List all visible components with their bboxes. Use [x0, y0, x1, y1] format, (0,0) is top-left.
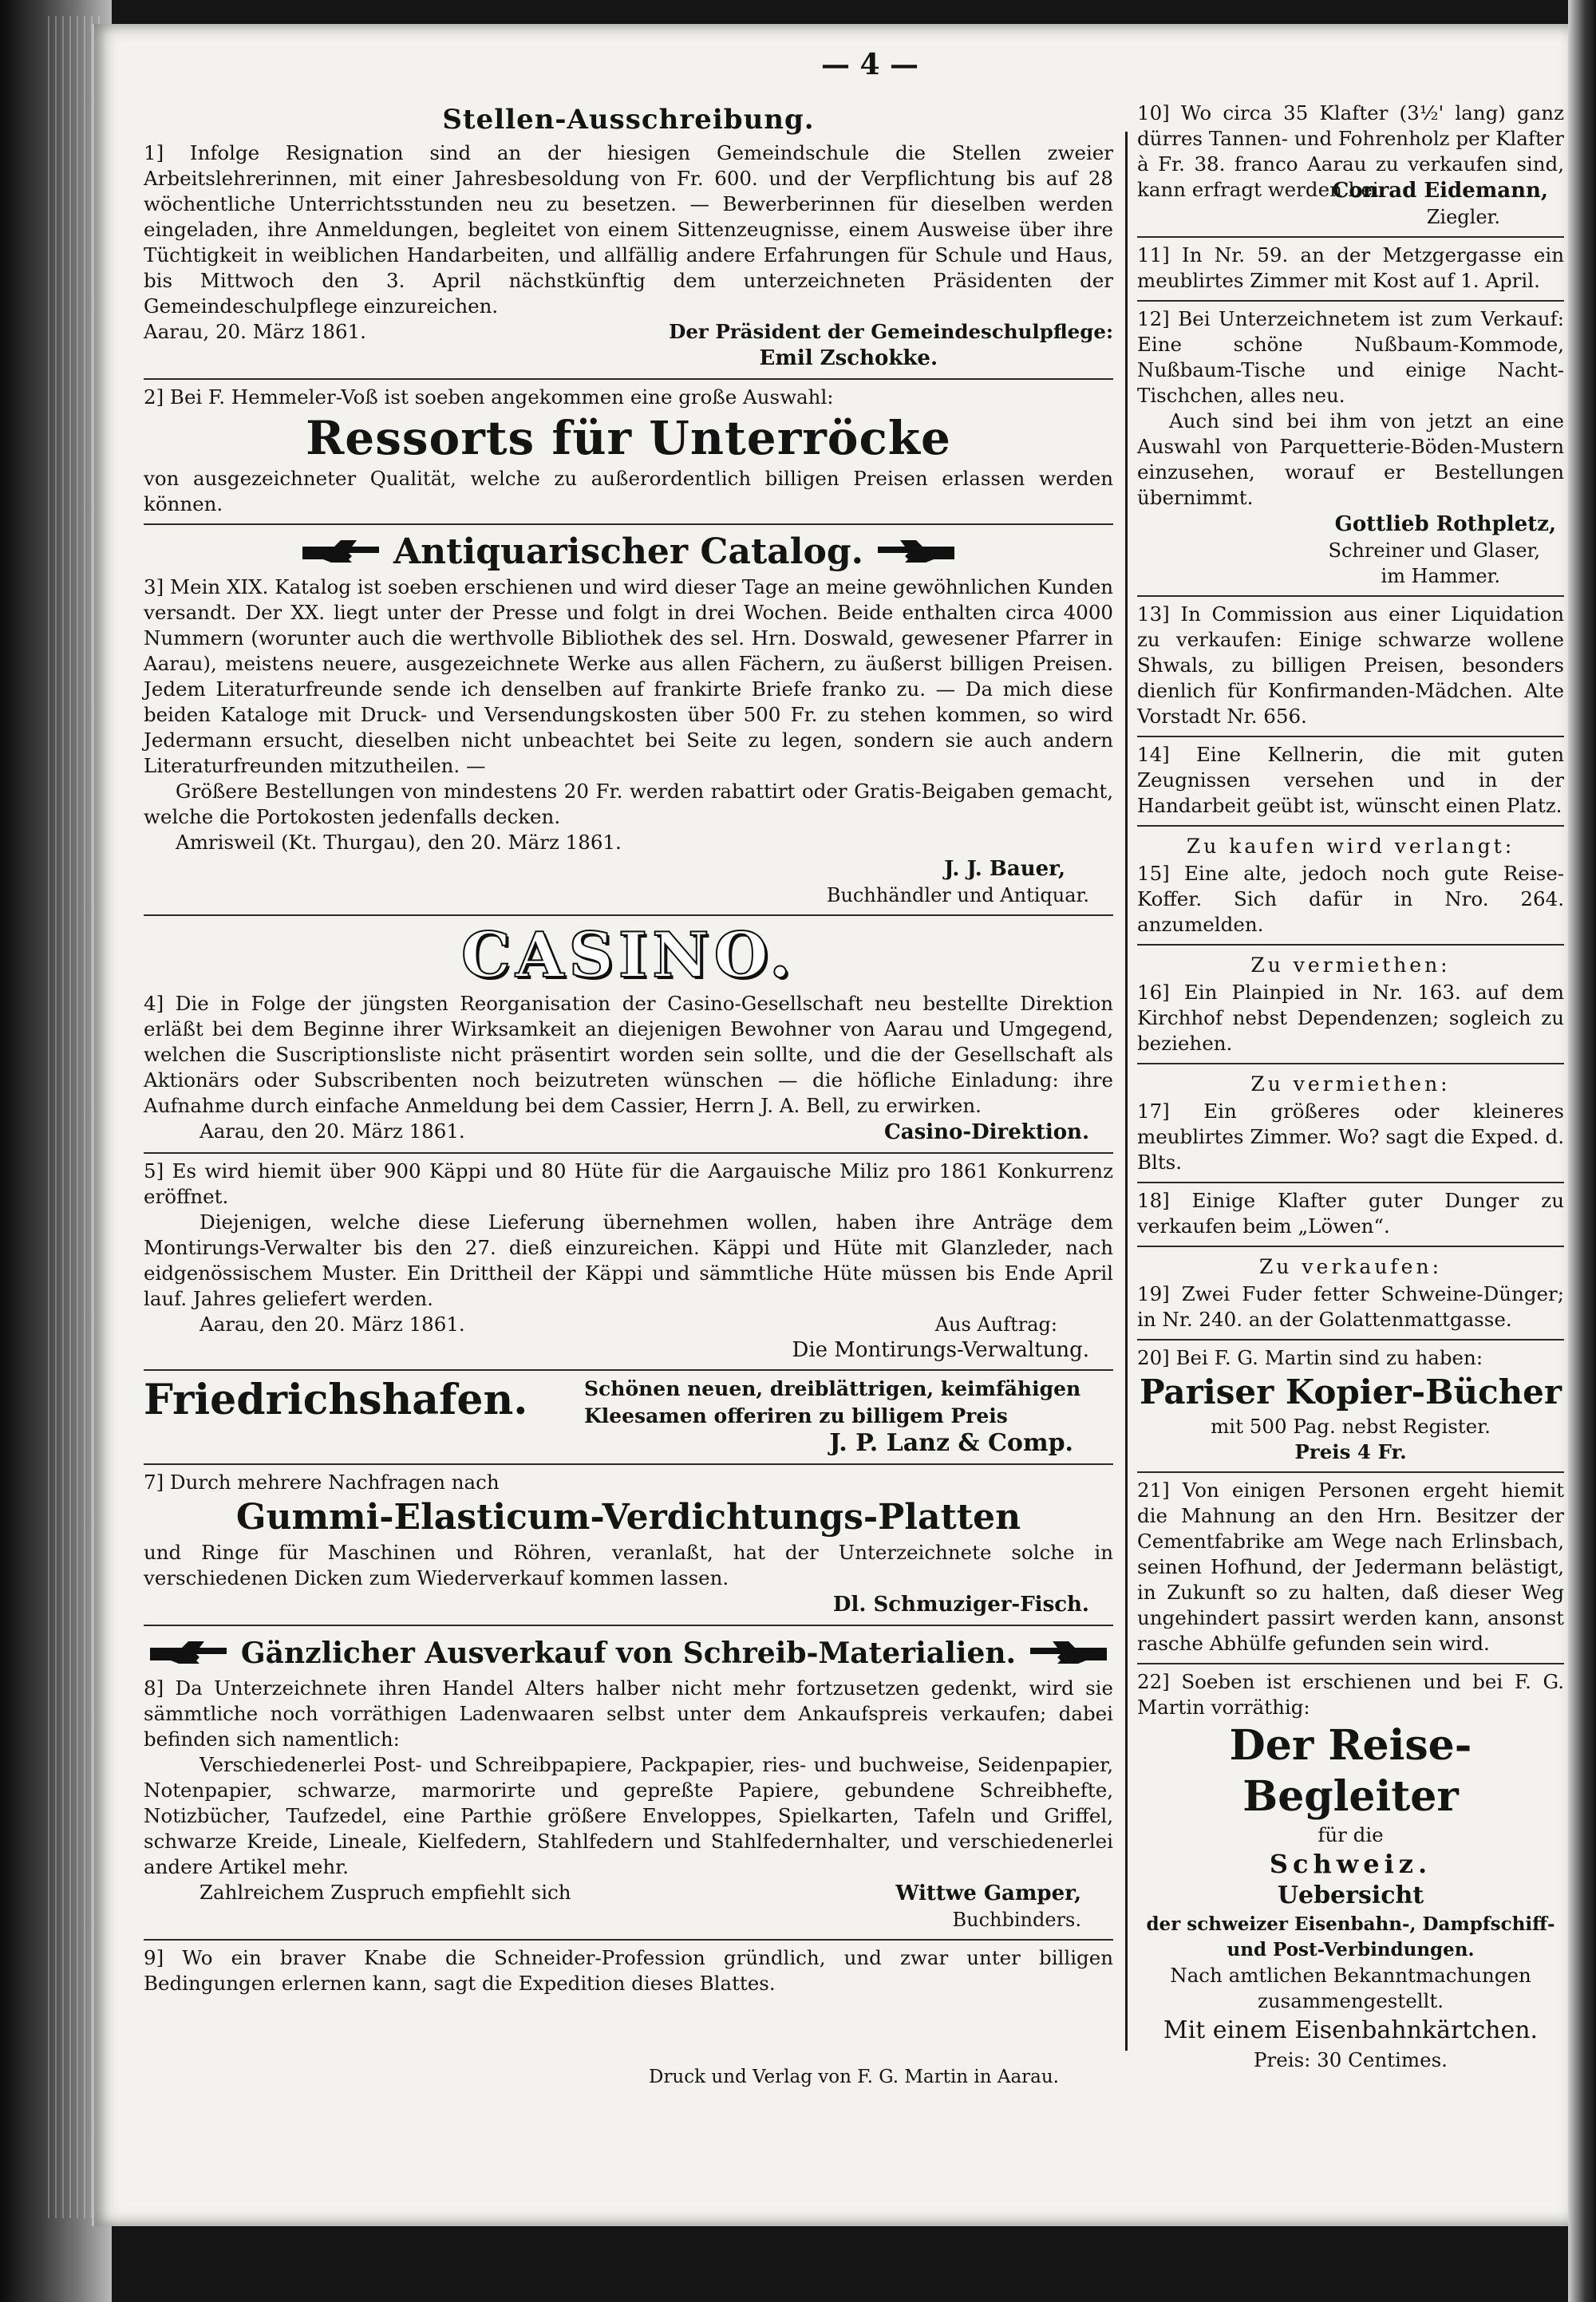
- ad-signer: J. J. Bauer,: [944, 857, 1065, 881]
- ad-text: von ausgezeichneter Qualität, welche zu außerordentlich billigen Preisen erlassen werden können.: [144, 467, 1113, 515]
- ad-stellen-ausschreibung: [144, 96, 1113, 380]
- ad-13: [1137, 597, 1564, 737]
- ad-text-2: Diejenigen, welche diese Lieferung übernehmen wollen, haben ihre Anträge dem Montirungs-Verwalter bis den 27. dieß einzureichen. Käppi und Hüte mit Glanzleder, nach eidgenössischem Muster. Ein Drittheil der Käppi und sämmtliche Hüte müssen bis Ende April lauf. Jahres geliefert werden.: [144, 1210, 1113, 1310]
- ad-signer: Die Montirungs-Verwaltung.: [792, 1338, 1089, 1362]
- ad-11: [1137, 238, 1564, 302]
- ad-fuer: für die: [1317, 1823, 1384, 1846]
- ad-intro: 2] Bei F. Hemmeler-Voß ist soeben angekommen eine große Auswahl:: [144, 385, 834, 409]
- ad-19: [1137, 1247, 1564, 1341]
- ad-antiquarischer-catalog: [144, 525, 1113, 916]
- ad-uebersicht: Uebersicht: [1277, 1881, 1424, 1909]
- ad-heading: Zu vermiethen:: [1250, 1072, 1451, 1096]
- column-divider: [1125, 132, 1128, 2051]
- ad-text: Schönen neuen, dreiblättrigen, keimfähigen Kleesamen offeriren zu billigem Preis: [584, 1377, 1081, 1427]
- page-number: — 4 —: [820, 48, 919, 81]
- ad-signer: Dl. Schmuziger-Fisch.: [832, 1593, 1089, 1617]
- ad-intro: 22] Soeben ist erschienen und bei F. G. Martin vorräthig:: [1137, 1670, 1564, 1719]
- ad-text: und Ringe für Maschinen und Röhren, veranlaßt, hat der Unterzeichnete solche in verschiedenen Dicken zum Wiederverkauf kommen lassen.: [144, 1541, 1113, 1589]
- ad-17: [1137, 1064, 1564, 1183]
- ad-text: 9] Wo ein braver Knabe die Schneider-Profession gründlich, und zwar unter billigen Bedingungen erlernen kann, sagt die Expedition dieses Blattes.: [144, 1946, 1113, 1995]
- ad-text-2: Verschiedenerlei Post- und Schreibpapiere, Packpapier, ries- und buchweise, Seidenpapier, Notenpapier, schwarze, marmorirte und gepreßte Papiere, gebundene Schreibhefte, Notizbücher, Taufzedel, eine Parthie größere Enveloppes, Spielkarten, Tafeln und Griffel, schwarze Kreide, Lineale, Kielfedern, Stahlfedern und Stahlfedernhalter, und verschiedenerlei andere Artikel mehr.: [144, 1753, 1113, 1878]
- ad-text: 16] Ein Plainpied in Nr. 163. auf dem Kirchhof nebst Dependenzen; sogleich zu beziehen.: [1137, 981, 1564, 1055]
- ad-signer-title: Ziegler.: [1426, 206, 1500, 228]
- ad-signer-title: Aus Auftrag:: [934, 1313, 1057, 1336]
- ad-signer: Casino-Direktion.: [884, 1120, 1089, 1144]
- ad-16: [1137, 946, 1564, 1064]
- ad-text: 21] Von einigen Personen ergeht hiemit die Mahnung an den Hrn. Besitzer der Cementfabrike am Wege nach Erlinsbach, seinen Hofhund, der Jedermann belästigt, in Zukunft so zu halten, daß dieser Weg ungehindert passirt werden kann, ansonst rasche Abhülfe gefunden sein wird.: [1137, 1479, 1564, 1655]
- right-page-edge: [1568, 0, 1596, 2302]
- ad-title: Der Reise-Begleiter: [1229, 1721, 1472, 1821]
- ad-21: [1137, 1473, 1564, 1664]
- ad-text: 13] In Commission aus einer Liquidation zu verkaufen: Einige schwarze wollene Shwals, zu billigen Preisen, besonders dienlich für Konfirmanden-Mädchen. Alte Vorstadt Nr. 656.: [1137, 602, 1564, 728]
- ad-signer: Wittwe Gamper,: [895, 1881, 1081, 1905]
- pointing-hand-right-icon: [148, 1640, 228, 1667]
- ad-heading: Zu vermiethen:: [1250, 954, 1451, 977]
- ad-heading: Friedrichshafen.: [144, 1376, 528, 1424]
- ad-signer: Emil Zschokke.: [759, 346, 938, 370]
- ad-title: Pariser Kopier-Bücher: [1139, 1372, 1562, 1412]
- ad-22: [1137, 1664, 1564, 2079]
- ad-heading: CASINO.: [460, 919, 796, 992]
- ad-signer-title: Der Präsident der Gemeindeschulpflege:: [669, 320, 1113, 343]
- ad-heading: Antiquarischer Catalog.: [393, 531, 863, 572]
- ad-ressorts: [144, 380, 1113, 525]
- left-column: [144, 96, 1113, 2003]
- ad-signer-title: Schreiner und Glaser,: [1328, 539, 1540, 562]
- ad-intro: 7] Durch mehrere Nachfragen nach: [144, 1471, 500, 1494]
- ad-friedrichshafen: [144, 1371, 1113, 1465]
- ad-20: [1137, 1341, 1564, 1473]
- ad-schneider-lehre: [144, 1941, 1113, 2003]
- ad-text-3: Zahlreichem Zuspruch empfiehlt sich: [200, 1881, 571, 1904]
- ad-text: 5] Es wird hiemit über 900 Käppi und 80 Hüte für die Aargauische Miliz pro 1861 Konkurrenz eröffnet.: [144, 1159, 1113, 1208]
- ad-gummi: [144, 1465, 1113, 1626]
- ad-date: Aarau, den 20. März 1861.: [200, 1119, 465, 1143]
- ad-15: [1137, 827, 1564, 946]
- ad-18: [1137, 1183, 1564, 1247]
- ad-signer: J. P. Lanz & Comp.: [829, 1429, 1073, 1457]
- ad-casino: [144, 916, 1113, 1154]
- ad-heading: Gänzlicher Ausverkauf von Schreib-Materialien.: [240, 1637, 1017, 1670]
- ad-signer: Gottlieb Rothpletz,: [1334, 512, 1556, 536]
- ad-title: Gummi-Elasticum-Verdichtungs-Platten: [235, 1497, 1021, 1538]
- ad-title: Ressorts für Unterröcke: [306, 411, 951, 465]
- pointing-hand-left-icon: [1029, 1640, 1108, 1667]
- ad-heading: Zu verkaufen:: [1258, 1255, 1442, 1278]
- ad-text: der schweizer Eisenbahn-, Dampfschiff- und Post-Verbindungen.: [1146, 1913, 1555, 1960]
- ad-14: [1137, 737, 1564, 827]
- ad-subtitle: mit 500 Pag. nebst Register.: [1211, 1415, 1491, 1438]
- pointing-hand-left-icon: [876, 539, 956, 566]
- ad-date: Aarau, 20. März 1861.: [144, 320, 366, 343]
- ad-signer: Conrad Eidemann,: [1332, 179, 1548, 203]
- ad-karte: Mit einem Eisenbahnkärtchen.: [1163, 2016, 1539, 2044]
- ad-text-2: Nach amtlichen Bekanntmachungen zusammengestellt.: [1170, 1964, 1531, 2012]
- ad-text: 19] Zwei Fuder fetter Schweine-Dünger; in Nr. 240. an der Golattenmattgasse.: [1137, 1282, 1564, 1331]
- ad-heading: Stellen-Ausschreibung.: [442, 104, 815, 136]
- ad-text: 3] Mein XIX. Katalog ist soeben erschienen und wird dieser Tage an meine gewöhnlichen Kunden versandt. Der XX. liegt unter der Presse und folgt in drei Wochen. Beide enthalten circa 4000 Nummern (worunter auch die werthvolle Bibliothek des sel. Hrn. Doswald, gewesener Pfarrer in Aarau), meistens neuere, ausgezeichnete Werke aus allen Fächern, zu äußerst billigen Preisen. Jedem Literaturfreunde sende ich denselben auf frankirte Briefe franko zu. — Da mich diese beiden Kataloge mit Druck- und Versendungskosten über 500 Fr. zu stehen kommen, so wird Jedermann ersucht, dieselben nicht unbeachtet bei Seite zu legen, sondern sie auch andern Literaturfreunden mitzutheilen. —: [144, 575, 1113, 777]
- ad-price: Preis: 30 Centimes.: [1254, 2048, 1448, 2071]
- ad-text: 4] Die in Folge der jüngsten Reorganisation der Casino-Gesellschaft neu bestellte Direktion erläßt bei dem Beginne ihrer Wirksamkeit an diejenigen Bewohner von Aarau und Umgegend, welchen die Suscriptionsliste nicht präsentirt worden sein sollte, und die der Gesellschaft als Aktionärs oder Subscribenten noch beizutreten wünschen — die höfliche Einladung: ihre Aufnahme durch einfache Anmeldung bei dem Cassier, Herrn J. A. Bell, zu erwirken.: [144, 992, 1113, 1117]
- ad-text: 12] Bei Unterzeichnetem ist zum Verkauf: Eine schöne Nußbaum-Kommode, Nußbaum-Tische und einige Nacht-Tischchen, alles neu.: [1137, 307, 1564, 407]
- ad-text: 18] Einige Klafter guter Dunger zu verkaufen beim „Löwen“.: [1137, 1189, 1564, 1238]
- ad-text: 17] Ein größeres oder kleineres meublirtes Zimmer. Wo? sagt die Exped. d. Blts.: [1137, 1100, 1564, 1174]
- ad-text-2: Größere Bestellungen von mindestens 20 Fr. werden rabattirt oder Gratis-Beigaben gemacht, welche die Portokosten jedenfalls decken.: [144, 780, 1113, 828]
- ad-10: [1137, 96, 1564, 238]
- ad-text: 15] Eine alte, jedoch noch gute Reise-Koffer. Sich dafür in Nro. 264. anzumelden.: [1137, 862, 1564, 936]
- ad-intro: 20] Bei F. G. Martin sind zu haben:: [1137, 1346, 1483, 1369]
- ad-text: 1] Infolge Resignation sind an der hiesigen Gemeindschule die Stellen zweier Arbeitslehrerinnen, mit einer Jahresbesoldung von Fr. 600. und der Verpflichtung bis auf 28 wöchentliche Unterrichtsstunden neu zu besetzen. — Bewerberinnen für dieselben werden eingeladen, ihre Anmeldungen, begleitet von einem Sittenzeugnisse, einem Ausweise über ihre Tüchtigkeit in weiblichen Handarbeiten, und allfällig andere Erfahrungen für Schule und Haus, bis Mittwoch den 3. April nächstkünftig dem unterzeichneten Präsidenten der Gemeindeschulpflege einzureichen.: [144, 141, 1113, 318]
- imprint: Druck und Verlag von F. G. Martin in Aarau.: [649, 2067, 1059, 2087]
- ad-signer-title: Buchhändler und Antiquar.: [826, 884, 1089, 906]
- ad-date: Amrisweil (Kt. Thurgau), den 20. März 1861.: [176, 831, 622, 854]
- pointing-hand-right-icon: [301, 539, 381, 566]
- ad-text: 8] Da Unterzeichnete ihren Handel Alters halber nicht mehr fortzusetzen gedenkt, wird sie sämmtliche noch vorräthigen Ladenwaaren selbst unter dem Ankaufspreis verkaufen; dabei befinden sich namentlich:: [144, 1676, 1113, 1751]
- ad-land: Schweiz.: [1269, 1849, 1432, 1879]
- ad-kaeppi: [144, 1154, 1113, 1371]
- right-column: [1137, 96, 1564, 2079]
- ad-price: Preis 4 Fr.: [1294, 1440, 1407, 1463]
- ad-date: Aarau, den 20. März 1861.: [200, 1313, 465, 1336]
- ad-heading: Zu kaufen wird verlangt:: [1186, 835, 1515, 858]
- ad-text: 10] Wo circa 35 Klafter (3½' lang) ganz dürres Tannen- und Fohrenholz per Klafter à Fr. 38. franco Aarau zu verkaufen sind, kann erfragt werden bei: [1137, 101, 1564, 201]
- ad-text: 11] In Nr. 59. an der Metzgergasse ein meublirtes Zimmer mit Kost auf 1. April.: [1137, 243, 1564, 292]
- ad-ausverkauf: [144, 1626, 1113, 1941]
- ad-signer-title: Buchbinders.: [952, 1909, 1081, 1931]
- ad-text-2: Auch sind bei ihm von jetzt an eine Auswahl von Parquetterie-Böden-Mustern einzusehen, worauf er Bestellungen übernimmt.: [1137, 409, 1564, 509]
- ad-signer-place: im Hammer.: [1381, 565, 1500, 587]
- ad-text: 14] Eine Kellnerin, die mit guten Zeugnissen versehen und in der Handarbeit geübt ist, wünscht einen Platz.: [1137, 743, 1564, 817]
- ad-12: [1137, 302, 1564, 597]
